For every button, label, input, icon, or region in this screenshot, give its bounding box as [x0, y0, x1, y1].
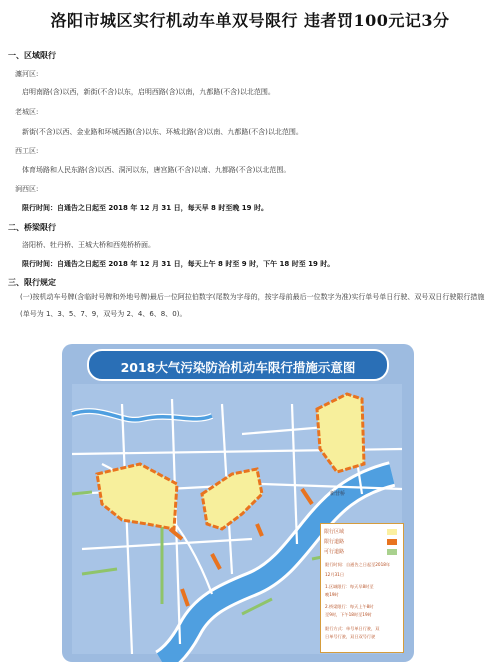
- map-legend: [320, 523, 404, 653]
- legend-note-5: 2.桥梁限行：每天上午8时: [325, 604, 374, 609]
- chanhe-label: 瀍河区:: [15, 70, 39, 78]
- legend-note-6: 至9时，下午18时至19时: [325, 612, 372, 617]
- section-heading-zone: 一、区域限行: [8, 51, 56, 60]
- xigong-label: 西工区:: [15, 147, 39, 155]
- legend-note-8: 日单号行驶，双日双号行驶: [325, 634, 376, 639]
- bridge-time: [22, 259, 334, 269]
- jianxi-label: 涧西区:: [15, 185, 39, 193]
- zone-time-label: 限行时间：: [22, 204, 57, 212]
- legend-note-7: 限行方式：单号单日行驶，双: [325, 626, 380, 631]
- laocheng-text: 新街(不含)以西、金业路和环城西路(含)以东、环城北路(含)以南、九都路(不含)以北范围。: [22, 128, 303, 136]
- section-heading-rules: 三、限行规定: [8, 278, 56, 287]
- legend-note-4: 晚19时: [325, 592, 339, 597]
- legend-allowed-swatch: [387, 549, 397, 555]
- section-heading-bridge: 二、桥梁限行: [8, 223, 56, 232]
- page-title: 洛阳市城区实行机动车单双号限行 违者罚100元记3分: [50, 11, 450, 30]
- bridge-time-text: 自通告之日起至 2018 年 12 月 31 日，每天上午 8 时至 9 时，下午 18 时至 19 时。: [57, 260, 335, 268]
- legend-restricted-label: 限行道路: [324, 539, 345, 545]
- legend-allowed-label: 可行道路: [324, 549, 345, 555]
- zone-time-text: 自通告之日起至 2018 年 12 月 31 日，每天早 8 时至晚 19 时。: [57, 204, 268, 212]
- map-place-label: 新营桥: [330, 491, 346, 497]
- legend-zone-label: 限行区域: [324, 529, 345, 535]
- legend-note-1: 限行时间：自通告之日起至2018年: [325, 562, 391, 567]
- bridges-text: 洛阳桥、牡丹桥、王城大桥和西苑桥桥面。: [22, 241, 155, 249]
- rule-text: (一)按机动车号牌(含临时号牌和外地号牌)最后一位阿拉伯数字(尾数为字母的，按字母前最后一位数字为准)实行单号单日行驶、双号双日行驶限行措施(单号为 1、3、5、7、9，双号为 2、4、6、8、0)。: [20, 293, 485, 318]
- legend-restricted-swatch: [387, 539, 397, 545]
- chanhe-text: 启明南路(含)以西，新街(不含)以东，启明西路(含)以南，九都路(不含)以北范围。: [22, 88, 275, 96]
- legend-note-2: 12月31日: [325, 572, 345, 577]
- xigong-text: 体育场路和人民东路(含)以西、洞河以东，唐宫路(不含)以南、九都路(不含)以北范围。: [22, 166, 291, 174]
- map-banner-title: 2018大气污染防治机动车限行措施示意图: [120, 360, 356, 375]
- legend-note-3: 1.区域限行：每天早8时至: [325, 584, 374, 589]
- laocheng-label: 老城区:: [15, 108, 39, 116]
- legend-zone-swatch: [387, 529, 397, 535]
- zone-time: [22, 203, 268, 213]
- bridge-time-label: 限行时间：: [22, 260, 57, 268]
